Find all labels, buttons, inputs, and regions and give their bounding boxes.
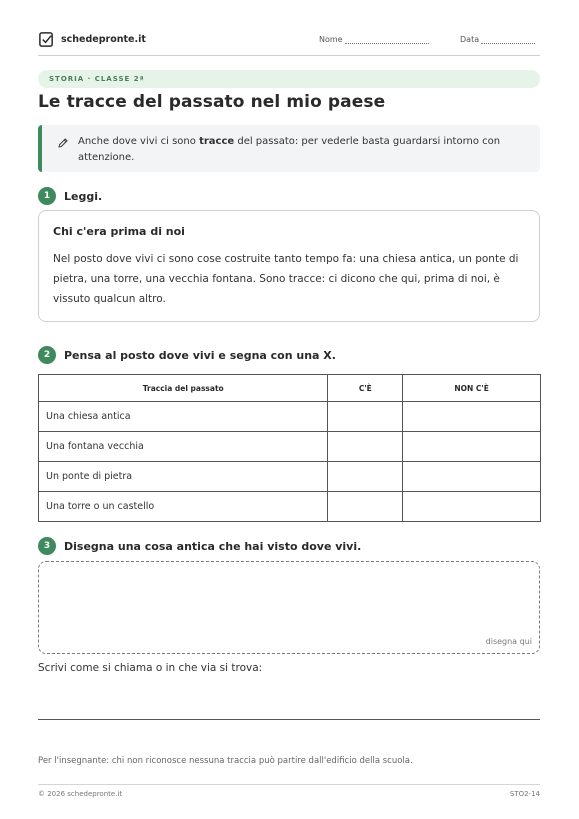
intro-text-start: Anche dove vivi ci sono: [78, 136, 200, 147]
yes-cell[interactable]: [328, 402, 403, 432]
intro-text-end: del passato: per vederle basta guardarsi intorno con attenzione.: [78, 136, 501, 163]
no-cell[interactable]: [403, 462, 541, 492]
date-label: Data: [460, 35, 480, 44]
trace-cell: Un ponte di pietra: [39, 462, 328, 492]
step-number: 2: [38, 346, 56, 364]
name-field[interactable]: [319, 35, 429, 44]
pencil-icon: [57, 137, 69, 149]
trace-cell: Una chiesa antica: [39, 402, 328, 432]
answer-line[interactable]: [38, 719, 540, 720]
trace-cell: Una fontana vecchia: [39, 432, 328, 462]
reading-text: Nel posto dove vivi ci sono cose costruite tanto tempo fa: una chiesa antica, un ponte di pietra, una torre, una vecchia fontana. Sono tracce: ci dicono che qui, prima di noi, è vissuto qualcun altro.: [53, 253, 519, 305]
brand: [38, 31, 146, 48]
column-header-no: NON C'È: [403, 375, 541, 402]
step-3-heading: [38, 537, 361, 555]
table-row: [39, 462, 541, 492]
step-number: 3: [38, 537, 56, 555]
step-number: 1: [38, 187, 56, 205]
name-line: [345, 36, 429, 44]
drawing-area[interactable]: [38, 561, 540, 654]
footer-copyright: © 2026 schedepronte.it: [38, 790, 123, 798]
column-header-yes: C'È: [328, 375, 403, 402]
table-header-row: [39, 375, 541, 402]
page-title: Le tracce del passato nel mio paese: [38, 92, 386, 112]
yes-cell[interactable]: [328, 492, 403, 522]
footer-code: STO2-14: [509, 790, 540, 798]
no-cell[interactable]: [403, 492, 541, 522]
page-header: [38, 30, 540, 56]
intro-box: [38, 125, 540, 172]
table-row: [39, 432, 541, 462]
footer-divider: [38, 784, 540, 785]
write-prompt: Scrivi come si chiama o in che via si trova:: [38, 662, 263, 674]
step-label: Pensa al posto dove vivi e segna con una X.: [64, 348, 336, 362]
step-1-heading: [38, 187, 102, 205]
intro-text: [78, 134, 533, 166]
step-label: Disegna una cosa antica che hai visto dove vivi.: [64, 539, 362, 553]
date-line: [481, 36, 535, 44]
yes-cell[interactable]: [328, 432, 403, 462]
drawing-hint: disegna qui: [485, 637, 532, 646]
checked-document-icon: [38, 31, 55, 48]
intro-keyword: tracce: [199, 136, 235, 147]
yes-cell[interactable]: [328, 462, 403, 492]
date-field[interactable]: [460, 35, 535, 44]
teacher-note: Per l'insegnante: chi non riconosce nessuna traccia può partire dall'edificio della scuola.: [38, 756, 413, 766]
no-cell[interactable]: [403, 402, 541, 432]
table-row: [39, 402, 541, 432]
reading-box: [38, 210, 540, 322]
subject-badge: STORIA · CLASSE 2ª: [38, 70, 540, 88]
no-cell[interactable]: [403, 432, 541, 462]
reading-title: Chi c'era prima di noi: [53, 225, 185, 238]
step-label: Leggi.: [64, 189, 103, 203]
table-row: [39, 492, 541, 522]
column-header-trace: Traccia del passato: [39, 375, 328, 402]
brand-name: schedepronte.it: [61, 34, 146, 45]
traces-table: [38, 374, 541, 522]
step-2-heading: [38, 346, 336, 364]
trace-cell: Una torre o un castello: [39, 492, 328, 522]
name-label: Nome: [319, 35, 343, 44]
